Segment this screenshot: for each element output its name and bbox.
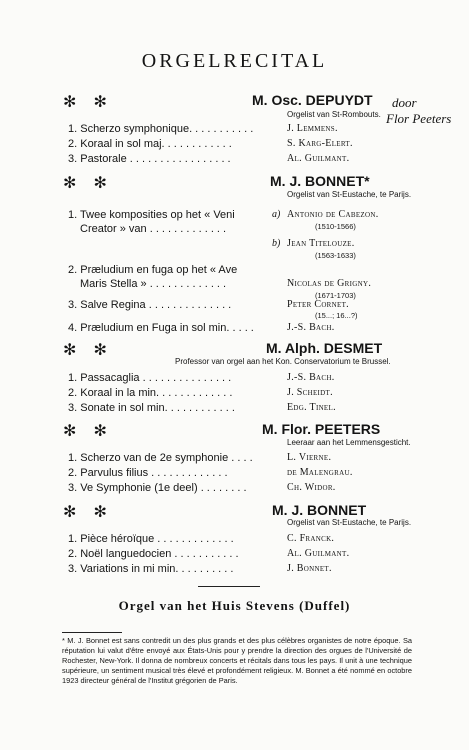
composer: Nicolas de Grigny. <box>287 278 372 289</box>
performer-role: Orgelist van St-Eustache, te Parijs. <box>287 190 412 199</box>
handwritten-note: door <box>392 95 417 110</box>
performer-name: M. Osc. DEPUYDT <box>252 92 373 108</box>
variant-marker: b) <box>272 238 281 249</box>
composer-dates: (1671-1703) <box>315 291 356 300</box>
composer: J.-S. Bach. <box>287 372 335 383</box>
composer: Al. Guilmant. <box>287 153 350 164</box>
performer-role: Orgelist van St-Eustache, te Parijs. <box>287 518 412 527</box>
asterism-ornament: ✻ ✻ <box>63 173 113 192</box>
venue-line: Orgel van het Huis Stevens (Duffel) <box>118 598 351 613</box>
composer: Ch. Widor. <box>287 482 336 493</box>
composer: L. Vierne. <box>287 452 332 463</box>
composer: J.-S. Bach. <box>287 322 335 333</box>
composer: J. Bonnet. <box>287 563 332 574</box>
composer: Edg. Tinel. <box>287 402 336 413</box>
program-work: 1. Scherzo symphonique. . . . . . . . . . . <box>68 123 254 135</box>
composer: Peter Cornet. <box>287 299 349 310</box>
performer-role: Leeraar aan het Lemmensgesticht. <box>287 438 411 447</box>
asterism-ornament: ✻ ✻ <box>63 502 113 521</box>
composer: C. Franck. <box>287 533 335 544</box>
composer: de Malengrau. <box>287 467 353 478</box>
composer: Jean Titelouze. <box>287 238 355 249</box>
footnote: * M. J. Bonnet est sans contredit un des plus grands et des plus célèbres organistes de notre époque. Sa réputation lui valut d'être envoyé aux États-Unis pour y prendre la direction des orgues de l'Université de Rochester, New-York. Il donna de nombreux concerts et récitals dans tous les pays. Il unit à une technique supérieure, un sentiment musical très élevé et profondément religieux. M. Bonnet a été nommé en octobre 1923 directeur général de l'Institut grégorien de Paris. <box>62 636 412 685</box>
asterism-ornament: ✻ ✻ <box>63 421 113 440</box>
composer: Antonio de Cabezon. <box>287 209 379 220</box>
composer-dates: (1510-1566) <box>315 222 356 231</box>
program-work: 1. Scherzo van de 2e symphonie . . . . <box>68 452 253 464</box>
program-work: Maris Stella » . . . . . . . . . . . . . <box>80 278 227 290</box>
program-work: 1. Pièce héroïque . . . . . . . . . . . . . <box>68 533 234 545</box>
program-work: 2. Noël languedocien . . . . . . . . . . . <box>68 548 239 560</box>
program-work: 3. Pastorale . . . . . . . . . . . . . . . . . <box>68 153 231 165</box>
performer-name: M. J. BONNET <box>272 502 367 518</box>
program-work: 3. Salve Regina . . . . . . . . . . . . . . <box>68 299 232 311</box>
program-work: 3. Sonate in sol min. . . . . . . . . . . . <box>68 402 235 414</box>
program-work: 4. Præludium en Fuga in sol min. . . . . <box>68 322 254 334</box>
asterism-ornament: ✻ ✻ <box>63 340 113 359</box>
handwritten-note: Flor Peeters <box>386 111 452 126</box>
composer-dates: (15...; 16...?) <box>315 311 358 320</box>
performer-name: M. Alph. DESMET <box>266 340 383 356</box>
program-work: 1. Passacaglia . . . . . . . . . . . . . . . <box>68 372 232 384</box>
composer: J. Lemmens. <box>287 123 338 134</box>
program-work: 2. Parvulus filius . . . . . . . . . . . . . <box>68 467 228 479</box>
composer: J. Scheidt. <box>287 387 333 398</box>
program-work: 2. Koraal in la min. . . . . . . . . . . . . <box>68 387 233 399</box>
variant-marker: a) <box>272 209 281 220</box>
program-work: 2. Præludium en fuga op het « Ave <box>68 264 238 276</box>
program-work: 2. Koraal in sol maj. . . . . . . . . . . . <box>68 138 232 150</box>
program-work: 3. Ve Symphonie (1e deel) . . . . . . . . <box>68 482 247 494</box>
page-title: ORGELRECITAL <box>141 50 328 72</box>
asterism-ornament: ✻ ✻ <box>63 92 113 111</box>
divider-rule <box>198 586 260 587</box>
performer-name: M. J. BONNET* <box>270 173 370 189</box>
program-work: 1. Twee komposities op het « Veni <box>68 209 235 221</box>
composer-dates: (1563-1633) <box>315 251 356 260</box>
footnote-rule <box>62 632 122 633</box>
program-work: Creator » van . . . . . . . . . . . . . <box>80 223 227 235</box>
performer-name: M. Flor. PEETERS <box>262 421 381 437</box>
performer-role: Professor van orgel aan het Kon. Conservatorium te Brussel. <box>175 357 391 366</box>
composer: S. Karg-Elert. <box>287 138 353 149</box>
performer-role: Orgelist van St-Rombouts. <box>287 110 381 119</box>
program-work: 3. Variations in mi min. . . . . . . . . . <box>68 563 234 575</box>
composer: Al. Guilmant. <box>287 548 350 559</box>
